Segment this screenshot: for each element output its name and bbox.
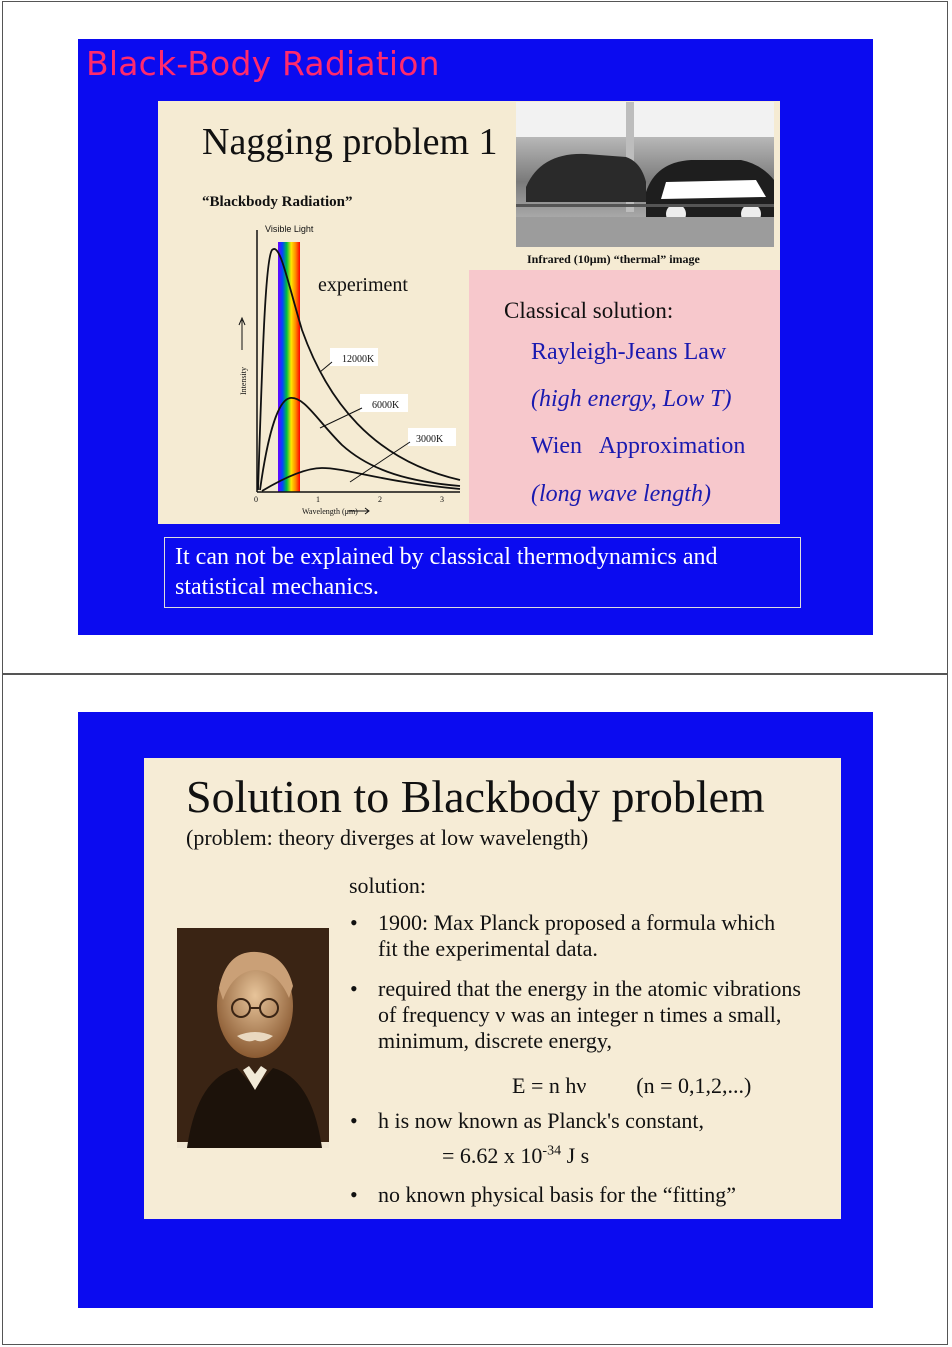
nagging-problem-title: Nagging problem 1 bbox=[202, 121, 498, 163]
blackbody-radiation-label: “Blackbody Radiation” bbox=[202, 194, 353, 210]
x-tick-3: 3 bbox=[440, 495, 444, 504]
thermal-car-image bbox=[516, 102, 774, 247]
wien-approximation: Wien Approximation bbox=[531, 433, 746, 459]
visible-light-label: Visible Light bbox=[265, 224, 314, 234]
equation-n-values: (n = 0,1,2,...) bbox=[636, 1073, 752, 1098]
bullet-marker: • bbox=[350, 1108, 358, 1133]
slide1-title: Black-Body Radiation bbox=[86, 44, 440, 83]
label-12000k: 12000K bbox=[342, 354, 375, 365]
thermal-image-caption: Infrared (10μm) “thermal” image bbox=[527, 252, 700, 266]
y-axis-label: Intensity bbox=[239, 367, 248, 395]
visible-spectrum-band bbox=[278, 242, 300, 492]
solution-label: solution: bbox=[349, 873, 427, 898]
h-value-mantissa: = 6.62 x 10 bbox=[442, 1143, 543, 1168]
experiment-label: experiment bbox=[318, 274, 408, 296]
max-planck-portrait bbox=[177, 928, 329, 1148]
bullet-marker: • bbox=[350, 1182, 358, 1207]
planck-constant-value bbox=[442, 1143, 589, 1169]
bullet-text: required that the energy in the atomic vibrations of frequency ν was an integer n times a small, minimum, discrete energy, bbox=[378, 976, 801, 1053]
x-axis-label: Wavelength (μm) bbox=[302, 507, 358, 516]
high-energy-low-t: (high energy, Low T) bbox=[531, 386, 732, 412]
blackbody-spectrum-plot bbox=[232, 220, 472, 520]
x-tick-0: 0 bbox=[254, 495, 258, 504]
bullet-marker: • bbox=[350, 976, 358, 1001]
h-value-unit: J s bbox=[561, 1143, 590, 1168]
long-wave-length: (long wave length) bbox=[531, 481, 711, 507]
h-value-exponent: -34 bbox=[542, 1143, 562, 1159]
label-3000k: 3000K bbox=[416, 434, 444, 445]
x-tick-1: 1 bbox=[316, 495, 320, 504]
bullet-text: no known physical basis for the “fitting” bbox=[378, 1182, 737, 1207]
bullet-text: h is now known as Planck's constant, bbox=[378, 1108, 704, 1133]
rayleigh-jeans-law: Rayleigh-Jeans Law bbox=[531, 339, 727, 365]
slide2-title: Solution to Blackbody problem bbox=[186, 771, 765, 822]
planck-equation bbox=[512, 1073, 751, 1099]
bullet-text: 1900: Max Planck proposed a formula which fit the experimental data. bbox=[378, 910, 776, 961]
x-tick-2: 2 bbox=[378, 495, 382, 504]
slide2-subtitle: (problem: theory diverges at low wavelength) bbox=[186, 825, 589, 850]
classical-solution-label: Classical solution: bbox=[504, 298, 674, 323]
classical-failure-note: It can not be explained by classical thermodynamics and statistical mechanics. bbox=[164, 537, 801, 608]
equation-energy: E = n hν bbox=[512, 1073, 587, 1098]
label-6000k: 6000K bbox=[372, 400, 400, 411]
bullet-marker: • bbox=[350, 910, 358, 935]
